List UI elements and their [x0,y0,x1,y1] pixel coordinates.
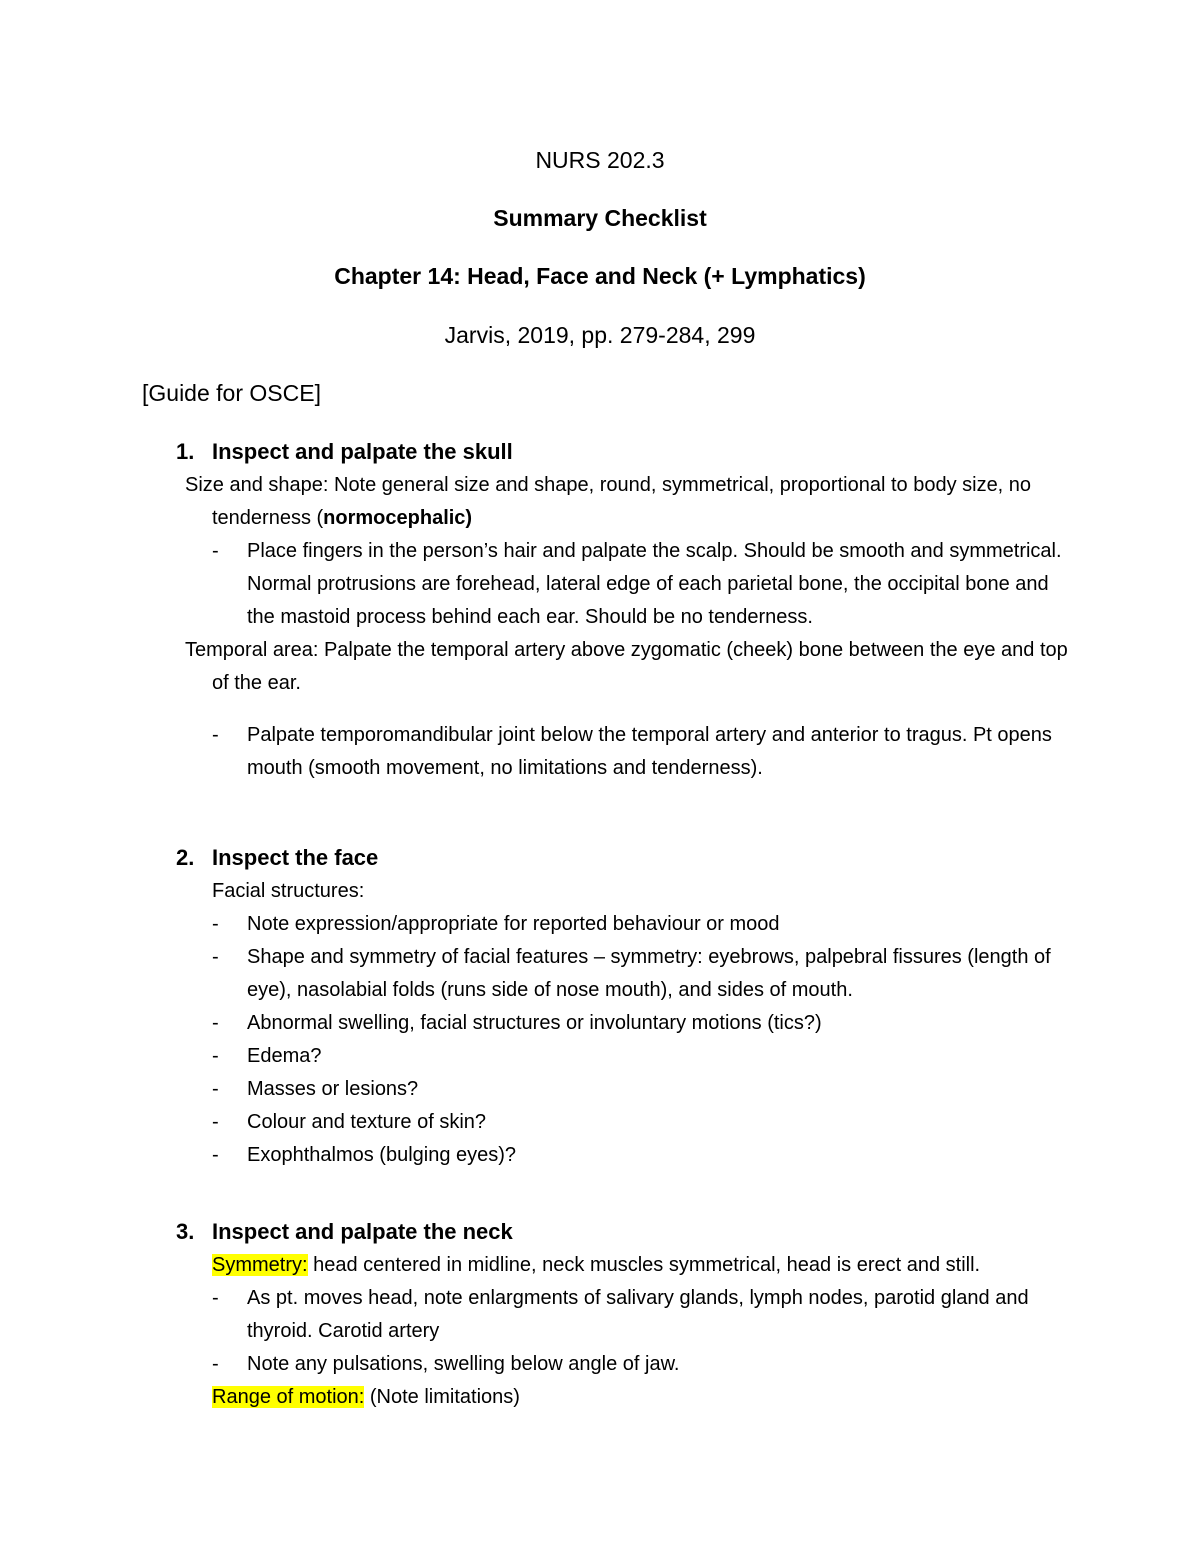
symmetry-label-highlight: Symmetry: [212,1254,308,1276]
list-item [176,1073,1077,1106]
bullet-text: Masses or lesions? [247,1078,419,1100]
bullet-dash: - [212,1287,219,1309]
bullet-dash: - [212,1144,219,1166]
course-code: NURS 202.3 [535,147,665,173]
section-title: Inspect and palpate the neck [212,1219,513,1244]
neck-bullet-list [176,1282,1076,1381]
bullet-text: Place fingers in the person’s hair and palpate the scalp. Should be smooth and symmetrical. Normal protrusions are forehead, lateral edge of each parietal bone, the occipital bone and the mastoid process behind each ear. Should be no tenderness. [247,540,1062,628]
reference-line: Jarvis, 2019, pp. 279-284, 299 [444,322,756,348]
section-number: 3. [176,1219,195,1244]
section-number: 1. [176,439,195,464]
list-item [176,1348,1077,1381]
tmj-bullet-list [176,719,1076,785]
bullet-dash: - [212,1012,219,1034]
temporal-area-text: Temporal area: Palpate the temporal artery above zygomatic (cheek) bone between the eye and top of the ear. [185,639,1068,694]
list-item [176,941,1077,1007]
list-item [176,1106,1077,1139]
face-bullet-list [176,908,1076,1172]
list-item [176,1007,1077,1040]
symmetry-text: head centered in midline, neck muscles symmetrical, head is erect and still. [307,1254,981,1276]
range-of-motion-label-highlight: Range of motion: [212,1386,365,1408]
list-item [176,1282,1077,1348]
bullet-dash: - [212,1353,219,1375]
range-of-motion-paragraph [176,1381,1076,1414]
bullet-text: Note expression/appropriate for reported behaviour or mood [247,913,780,935]
bullet-dash: - [212,913,219,935]
section-number: 2. [176,845,195,870]
bullet-text: Shape and symmetry of facial features – symmetry: eyebrows, palpebral fissures (length of eye), nasolabial folds (runs side of nose mouth), and sides of mouth. [247,946,1051,1001]
skull-bullet-list [176,535,1076,634]
bullet-dash: - [212,946,219,968]
bullet-dash: - [212,1078,219,1100]
list-item [176,1040,1077,1073]
section-heading [176,841,1076,875]
facial-structures-label: Facial structures: [212,880,365,902]
size-and-shape-paragraph [149,469,1089,535]
section-title: Inspect the face [212,845,379,870]
bullet-text: Note any pulsations, swelling below angle of jaw. [247,1353,680,1375]
normocephalic-term: normocephalic) [323,507,473,529]
section-heading [176,1215,1076,1249]
bullet-dash: - [212,724,219,746]
bullet-dash: - [212,540,219,562]
osce-guide-label: [Guide for OSCE] [142,380,321,406]
section-skull [176,435,1076,785]
symmetry-paragraph [176,1249,1076,1282]
bullet-dash: - [212,1111,219,1133]
bullet-text: Palpate temporomandibular joint below the temporal artery and anterior to tragus. Pt opens mouth (smooth movement, no limitations and tenderness). [247,724,1052,779]
bullet-text: Edema? [247,1045,322,1067]
document-title: Summary Checklist [493,205,707,231]
bullet-text: As pt. moves head, note enlargments of salivary glands, lymph nodes, parotid gland and thyroid. Carotid artery [247,1287,1029,1342]
section-heading [176,435,1076,469]
section-neck [176,1215,1076,1414]
section-face [176,841,1076,1172]
bullet-text: Exophthalmos (bulging eyes)? [247,1144,517,1166]
chapter-title: Chapter 14: Head, Face and Neck (+ Lymphatics) [334,263,866,289]
temporal-area-paragraph [149,634,1089,700]
bullet-text: Abnormal swelling, facial structures or involuntary motions (tics?) [247,1012,822,1034]
section-title: Inspect and palpate the skull [212,439,513,464]
bullet-text: Colour and texture of skin? [247,1111,487,1133]
range-of-motion-text: (Note limitations) [364,1386,520,1408]
list-item [176,908,1077,941]
list-item [176,719,1077,785]
list-item [176,535,1077,634]
bullet-dash: - [212,1045,219,1067]
size-and-shape-text: Size and shape: Note general size and shape, round, symmetrical, proportional to body size, no tenderness ( [185,474,1032,529]
list-item [176,1139,1077,1172]
